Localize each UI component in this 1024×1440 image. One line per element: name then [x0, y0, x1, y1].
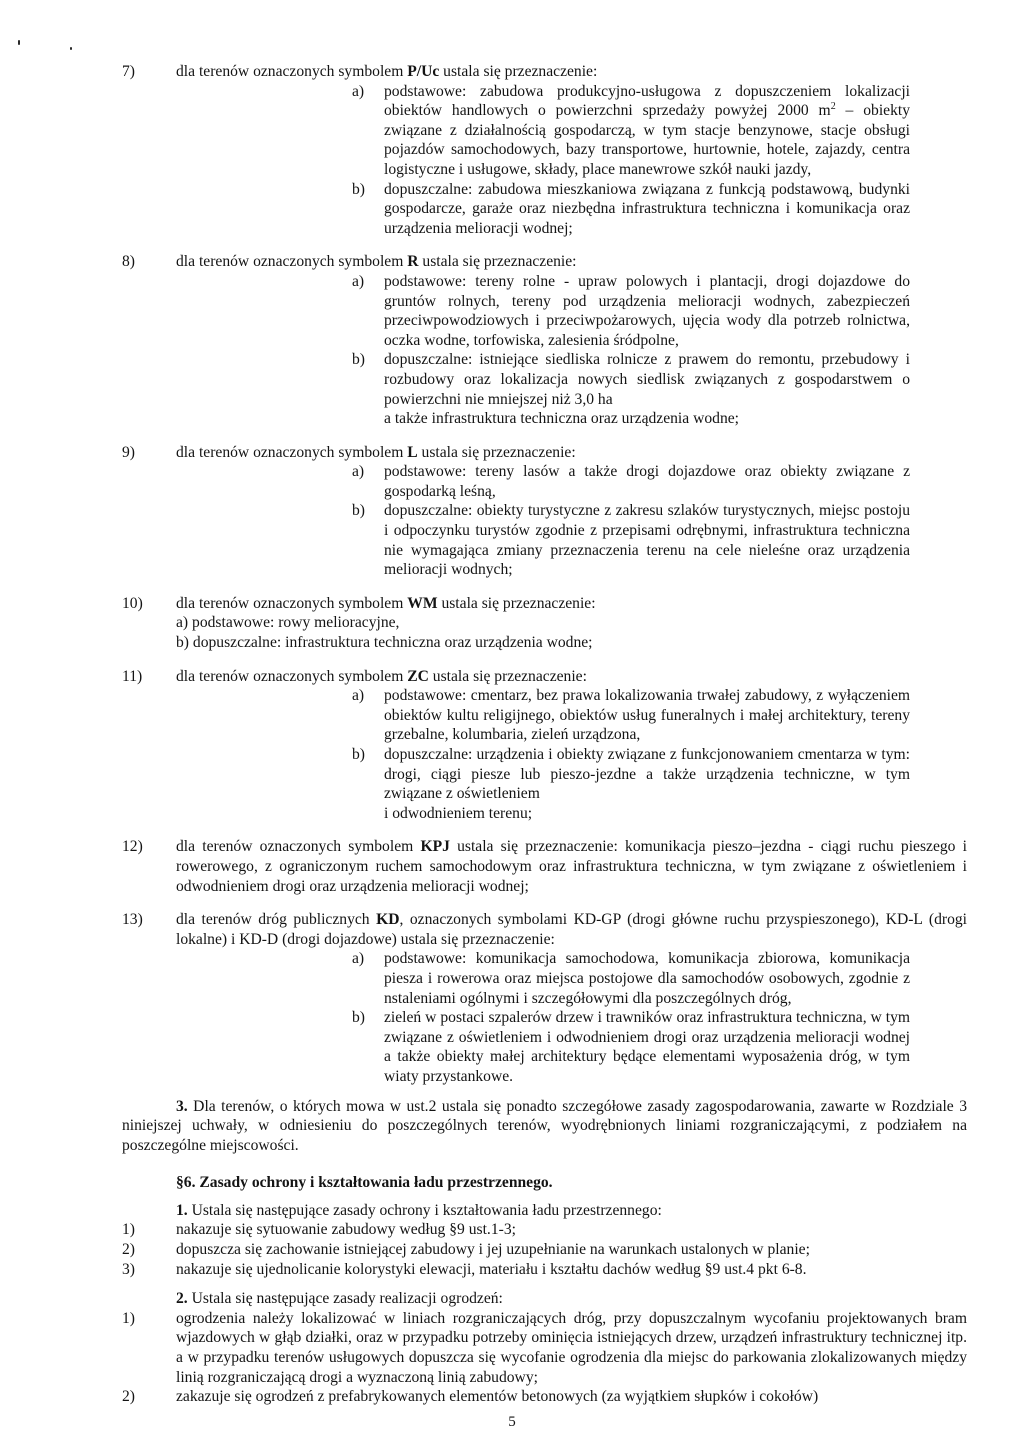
rules-list [0, 1220, 1024, 1279]
item-lead: dla terenów oznaczonych symbolem KPJ ustala się przeznaczenie: komunikacja pieszo–jezdna - ciągi ruchu pieszego i rowerowego, z ograniczonym ruchem samochodowym oraz infrastruktura techniczna, w tym związane z oświetleniem i odwodnieniem drogi oraz urządzenia melioracji wodnej; [176, 838, 967, 895]
subsection-lead: 2. Ustala się następujące zasady realizacji ogrodzeń: [176, 1290, 503, 1308]
item-number: 12) [122, 838, 143, 856]
page-number: 5 [508, 1414, 516, 1430]
item-number: 13) [122, 911, 143, 929]
list-item: 1) ogrodzenia należy lokalizować w liniach rozgraniczających dróg, przy dopuszczalnym wycofaniu projektowanych bram wjazdowych w głąb działki, oraz w przypadku potrzeby ominięcia istniejących drzew, urządzeń infrastruktury technicznej itp. a w przypadku terenów usługowych dopuszcza się wycofanie ogrodzenia dla miejsc do parkowania zlokalizowanych między linią rozgraniczającą drogi a wyznaczoną linią zabudowy; [122, 1309, 967, 1386]
document-body [0, 62, 1024, 1407]
sub-item: a) podstawowe: komunikacja samochodowa, komunikacja zbiorowa, komunikacja piesza i rowerowa oraz miejsca postojowe dla samochodów osobowych, zgodnie z nstaleniami ogólnymi i szczegółowymi dla poszczególnych dróg, [352, 950, 910, 1007]
sub-item: a) podstawowe: rowy melioracyjne, [176, 614, 400, 632]
list-item [0, 62, 1024, 238]
item-number: 8) [122, 253, 135, 271]
scan-speck [18, 40, 20, 45]
item-lead: dla terenów dróg publicznych KD, oznaczonych symbolami KD-GP (drogi główne ruchu przyspieszonego), KD-L (drogi lokalne) i KD-D (drogi dojazdowe) ustala się przeznaczenie: [176, 911, 967, 948]
list-item [0, 910, 1024, 1086]
list-item: 2) dopuszcza się zachowanie istniejącej zabudowy i jej uzupełnianie na warunkach ustalonych w planie; [122, 1241, 810, 1259]
sub-item-continuation: i odwodnieniem terenu; [384, 804, 533, 822]
paragraph-3: 3. Dla terenów, o których mowa w ust.2 ustala się ponadto szczegółowe zasady zagospodarowania, zawarte w Rozdziale 3 niniejszej uchwały, w odniesieniu do poszczególnych terenów, wyodrębnionych liniami rozgraniczającymi, z podziałem na poszczególne miejscowości. [122, 1097, 967, 1154]
sub-item: b) zieleń w postaci szpalerów drzew i trawników oraz infrastruktura techniczna, w tym związane z oświetleniem i odwodnieniem drogi oraz urządzenia melioracji wodnej a także obiekty małej architektury będące elementami wyposażenia dróg, w tym wiaty przystankowe. [352, 1009, 910, 1085]
sub-item: b) dopuszczalne: infrastruktura techniczna oraz urządzenia wodne; [176, 634, 593, 652]
item-lead: dla terenów oznaczonych symbolem P/Uc ustala się przeznaczenie: [176, 63, 598, 80]
subsection-lead: 1. Ustala się następujące zasady ochrony i kształtowania ładu przestrzennego: [176, 1201, 662, 1219]
item-number: 9) [122, 443, 135, 461]
item-lead: dla terenów oznaczonych symbolem L ustala się przeznaczenie: [176, 443, 576, 461]
fences-list [0, 1309, 1024, 1407]
list-item: 1) nakazuje się sytuowanie zabudowy według §9 ust.1-3; [122, 1221, 516, 1239]
sub-item: b) dopuszczalne: obiekty turystyczne z zakresu szlaków turystycznych, miejsc postoju i odpoczynku turystów zgodnie z przepisami odrębnymi, infrastruktura techniczna nie wymagająca zmiany przeznaczenia terenu na cele nieleśne oraz urządzenia melioracji wodnych; [352, 502, 910, 579]
list-item [0, 837, 1024, 896]
sub-item-continuation: a także infrastruktura techniczna oraz urządzenia wodne; [384, 410, 739, 428]
section-heading: §6. Zasady ochrony i kształtowania ładu przestrzennego. [176, 1174, 553, 1192]
item-lead: dla terenów oznaczonych symbolem ZC ustala się przeznaczenie: [176, 667, 587, 685]
list-item: 3) nakazuje się ujednolicanie kolorystyki elewacji, materiału i kształtu dachów według §9 ust.4 pkt 6-8. [122, 1260, 807, 1278]
sub-item: b) dopuszczalne: zabudowa mieszkaniowa związana z funkcją podstawową, budynki gospodarcze, garaże oraz niezbędna infrastruktura techniczna i komunikacja oraz urządzenia melioracji wodnej; [352, 180, 910, 237]
item-number: 7) [122, 63, 135, 80]
item-lead: dla terenów oznaczonych symbolem WM ustala się przeznaczenie: [176, 594, 596, 612]
list-item [0, 443, 1024, 580]
sub-item: a) podstawowe: zabudowa produkcyjno-usługowa z dopuszczeniem lokalizacji obiektów handlowych o powierzchni sprzedaży powyżej 2000 $m^2$ – obiekty związane z działalnością gospodarczą, w tym stacje benzynowe, stacje obsługi pojazdów samochodowych, bazy transportowe, hurtownie, hotele, zajazdy, centra logistyczne i usługowe, składy, place manewrowe szkół nauki jazdy, [352, 82, 910, 178]
scan-speck [70, 47, 72, 50]
sub-item: b) dopuszczalne: istniejące siedliska rolnicze z prawem do remontu, przebudowy i rozbudowy oraz lokalizacja nowych siedlisk związanych z gospodarstwem o powierzchni nie mniejszej niż 3,0 ha [352, 351, 910, 408]
sub-item: a) podstawowe: cmentarz, bez prawa lokalizowania trwałej zabudowy, z wyłączeniem obiektów kultu religijnego, obiektów usług funeralnych i małej architektury, tereny grzebalne, kolumbaria, zieleń urządzona, [352, 687, 910, 744]
item-lead: dla terenów oznaczonych symbolem R ustala się przeznaczenie: [176, 253, 577, 271]
list-item: 2) zakazuje się ogrodzeń z prefabrykowanych elementów betonowych (za wyjątkiem słupków i cokołów) [122, 1388, 819, 1406]
item-number: 11) [122, 667, 143, 685]
sub-item: b) dopuszczalne: urządzenia i obiekty związane z funkcjonowaniem cmentarza w tym: drogi, ciągi piesze lub pieszo-jezdne a także urządzenia techniczne, w tym związane z oświetleniem [352, 746, 910, 803]
item-number: 10) [122, 594, 143, 612]
list-item [0, 252, 1024, 428]
list-item [0, 594, 1024, 653]
sub-item: a) podstawowe: tereny lasów a także drogi dojazdowe oraz obiekty związane z gospodarką leśną, [352, 463, 910, 500]
list-item [0, 667, 1024, 824]
sub-item: a) podstawowe: tereny rolne - upraw polowych i plantacji, drogi dojazdowe do gruntów rolnych, tereny pod urządzenia melioracji wodnych, zabezpieczeń przeciwpowodziowych i przeciwpożarowych, ujęcia wody dla potrzeb rolnictwa, oczka wodne, torfowiska, zalesienia śródpolne, [352, 272, 910, 349]
